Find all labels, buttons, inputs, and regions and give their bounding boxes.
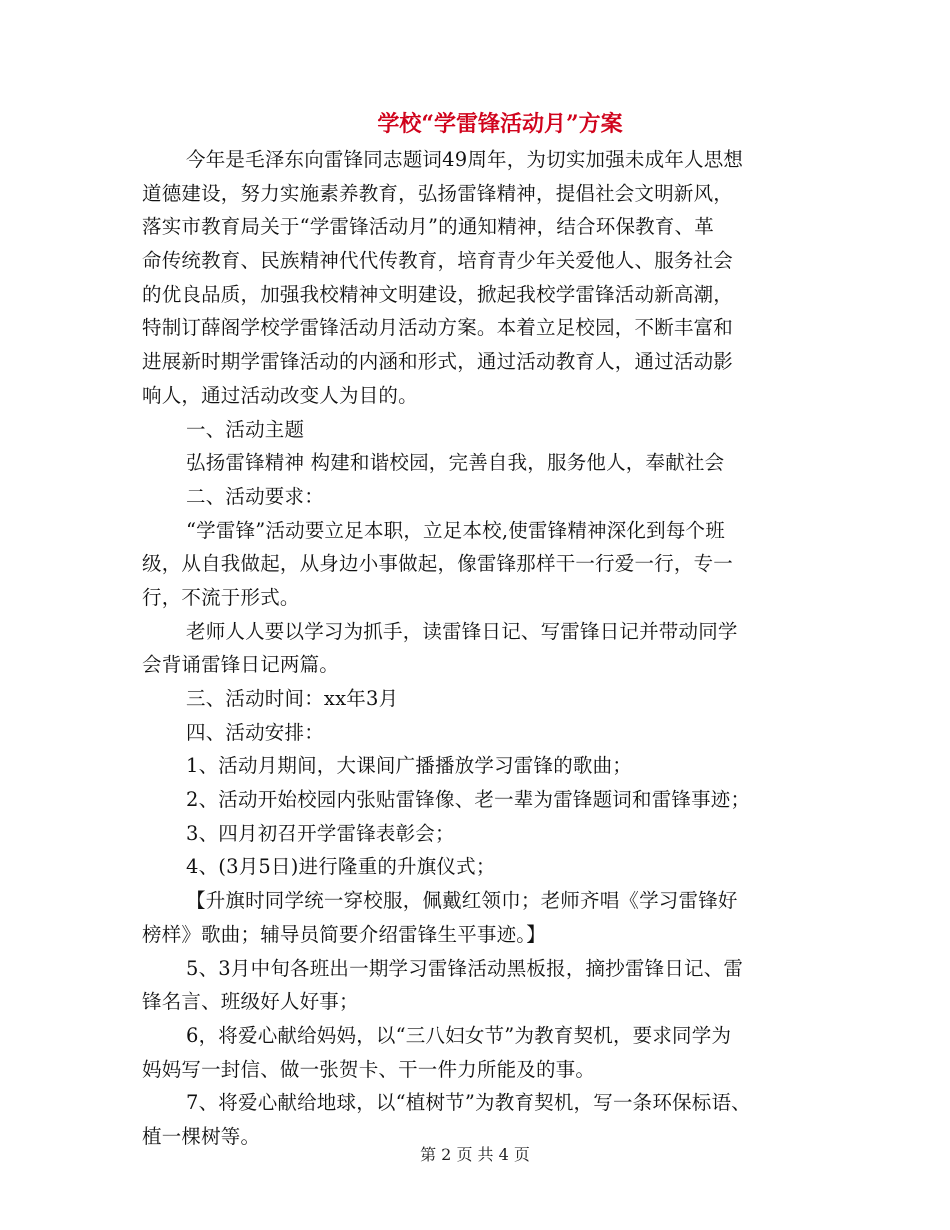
paragraph-line: 二、活动要求： [186, 484, 324, 508]
paragraph-line: “学雷锋”活动要立足本职，立足本校,使雷锋精神深化到每个班 [186, 518, 725, 542]
paragraph-line: 会背诵雷锋日记两篇。 [142, 653, 340, 677]
paragraph-line: 锋名言、班级好人好事； [142, 990, 359, 1014]
paragraph-line: 进展新时期学雷锋活动的内涵和形式，通过活动教育人，通过活动影 [142, 350, 734, 374]
paragraph-line: 行，不流于形式。 [142, 585, 300, 609]
paragraph-line: 植一棵树等。 [142, 1124, 261, 1148]
paragraph-line: 弘扬雷锋精神 构建和谐校园，完善自我，服务他人，奉献社会 [186, 451, 725, 475]
paragraph-line: 老师人人要以学习为抓手，读雷锋日记、写雷锋日记并带动同学 [186, 619, 738, 643]
paragraph-line: 榜样》歌曲；辅导员简要介绍雷锋生平事迹。】 [142, 922, 546, 946]
document-title: 学校“学雷锋活动月”方案 [377, 111, 623, 137]
paragraph-line: 今年是毛泽东向雷锋同志题词49周年，为切实加强未成年人思想 [186, 148, 744, 171]
paragraph-line: 响人，通过活动改变人为目的。 [142, 383, 418, 407]
paragraph-line: 落实市教育局关于“学雷锋活动月”的通知精神，结合环保教育、革 [142, 215, 714, 239]
paragraph-line: 特制订薛阁学校学雷锋活动月活动方案。本着立足校园，不断丰富和 [142, 316, 734, 340]
paragraph-line: 3、四月初召开学雷锋表彰会； [186, 821, 455, 845]
paragraph-line: 一、活动主题 [186, 417, 305, 441]
document-body [142, 143, 814, 1154]
paragraph-line: 道德建设，努力实施素养教育，弘扬雷锋精神，提倡社会文明新风， [142, 181, 734, 205]
paragraph-line: 【升旗时同学统一穿校服，佩戴红领巾；老师齐唱《学习雷锋好 [186, 889, 738, 913]
paragraph-line: 三、活动时间：xx年3月 [186, 687, 399, 710]
paragraph-line: 4、(3月5日)进行隆重的升旗仪式； [186, 855, 496, 879]
paragraph-line: 2、活动开始校园内张贴雷锋像、老一辈为雷锋题词和雷锋事迹； [186, 788, 751, 812]
paragraph-line: 5、3月中旬各班出一期学习雷锋活动黑板报，摘抄雷锋日记、雷 [186, 956, 744, 980]
paragraph-line: 7、将爱心献给地球，以“植树节”为教育契机，写一条环保标语、 [186, 1091, 751, 1115]
page-number-footer: 第 2 页 共 4 页 [420, 1145, 530, 1164]
paragraph-line: 四、活动安排： [186, 720, 324, 744]
paragraph-line: 的优良品质，加强我校精神文明建设，掀起我校学雷锋活动新高潮， [142, 282, 734, 306]
paragraph-line: 6，将爱心献给妈妈，以“三八妇女节”为教育契机，要求同学为 [186, 1023, 732, 1047]
paragraph-line: 命传统教育、民族精神代代传教育，培育青少年关爱他人、服务社会 [142, 249, 734, 273]
paragraph-line: 1、活动月期间，大课间广播播放学习雷锋的歌曲； [186, 754, 633, 778]
paragraph-line: 妈妈写一封信、做一张贺卡、干一件力所能及的事。 [142, 1057, 596, 1081]
paragraph-line: 级，从自我做起，从身边小事做起，像雷锋那样干一行爱一行，专一 [142, 552, 734, 576]
